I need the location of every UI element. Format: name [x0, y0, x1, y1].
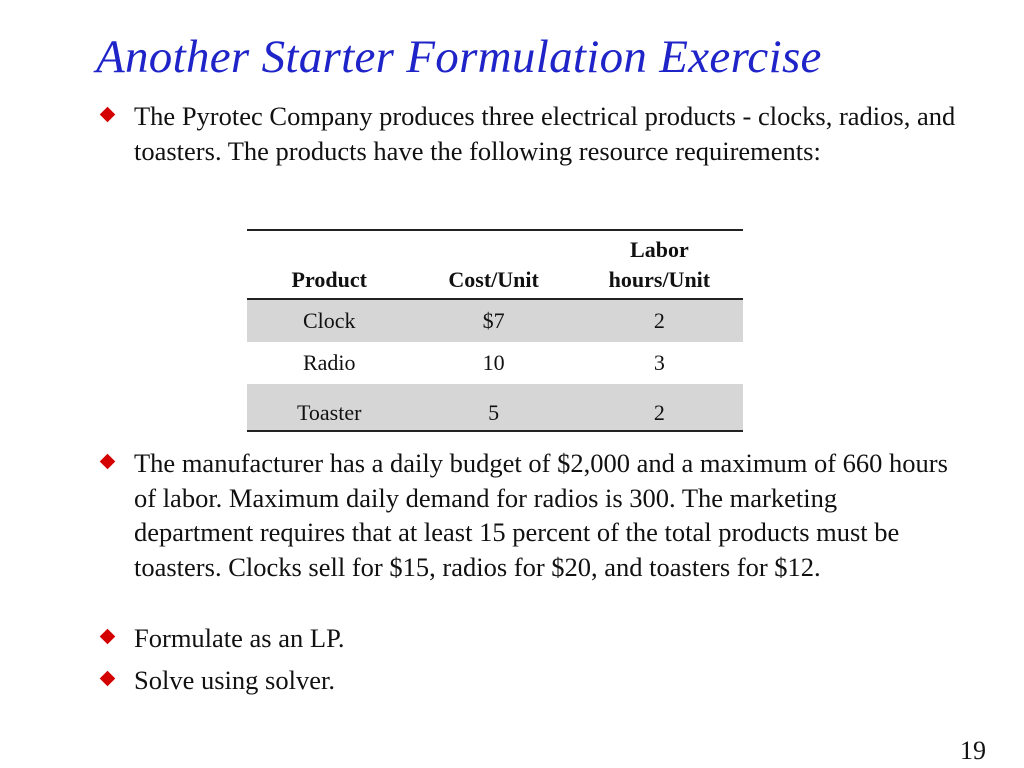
cell-cost: 10 [482, 350, 505, 375]
bullet-text: Solve using solver. [134, 665, 335, 695]
header-labor-line2: hours/Unit [608, 267, 711, 292]
table-row [247, 299, 743, 342]
header-product: Product [291, 267, 367, 292]
bullet-item [98, 663, 968, 698]
table-row [247, 342, 743, 384]
bullet-text: Formulate as an LP. [134, 623, 345, 653]
bullet-item [98, 99, 968, 168]
slide-title: Another Starter Formulation Exercise [96, 31, 822, 83]
table-row [247, 384, 743, 431]
cell-labor: 2 [576, 384, 743, 431]
bullet-item [98, 446, 958, 584]
header-cost-per-unit: Cost/Unit [448, 267, 539, 292]
red-diamond-bullet-icon [100, 629, 115, 644]
cell-cost: $7 [411, 299, 575, 342]
header-labor-line1: Labor [630, 237, 689, 262]
resource-requirements-table [247, 229, 743, 432]
header-labor-hours-per-unit [576, 230, 743, 299]
cell-product: Clock [247, 299, 411, 342]
cell-labor: 3 [653, 350, 665, 375]
cell-product: Radio [302, 350, 356, 375]
cell-labor: 2 [576, 299, 743, 342]
red-diamond-bullet-icon [100, 454, 115, 469]
cell-product: Toaster [247, 384, 411, 431]
bullet-item [98, 621, 968, 656]
table-header-row [247, 230, 743, 299]
bullet-text: The manufacturer has a daily budget of $2,000 and a maximum of 660 hours of labor. Maximum daily demand for radios is 300. The marketing department requires that at least 15 percent of the total products must be toasters. Clocks sell for $15, radios for $20, and toasters for $12. [134, 448, 948, 582]
bullet-text: The Pyrotec Company produces three electrical products - clocks, radios, and toasters. The products have the following resource requirements: [134, 101, 956, 166]
page-number: 19 [960, 736, 986, 765]
cell-cost: 5 [411, 384, 575, 431]
red-diamond-bullet-icon [100, 107, 115, 122]
red-diamond-bullet-icon [100, 671, 115, 686]
